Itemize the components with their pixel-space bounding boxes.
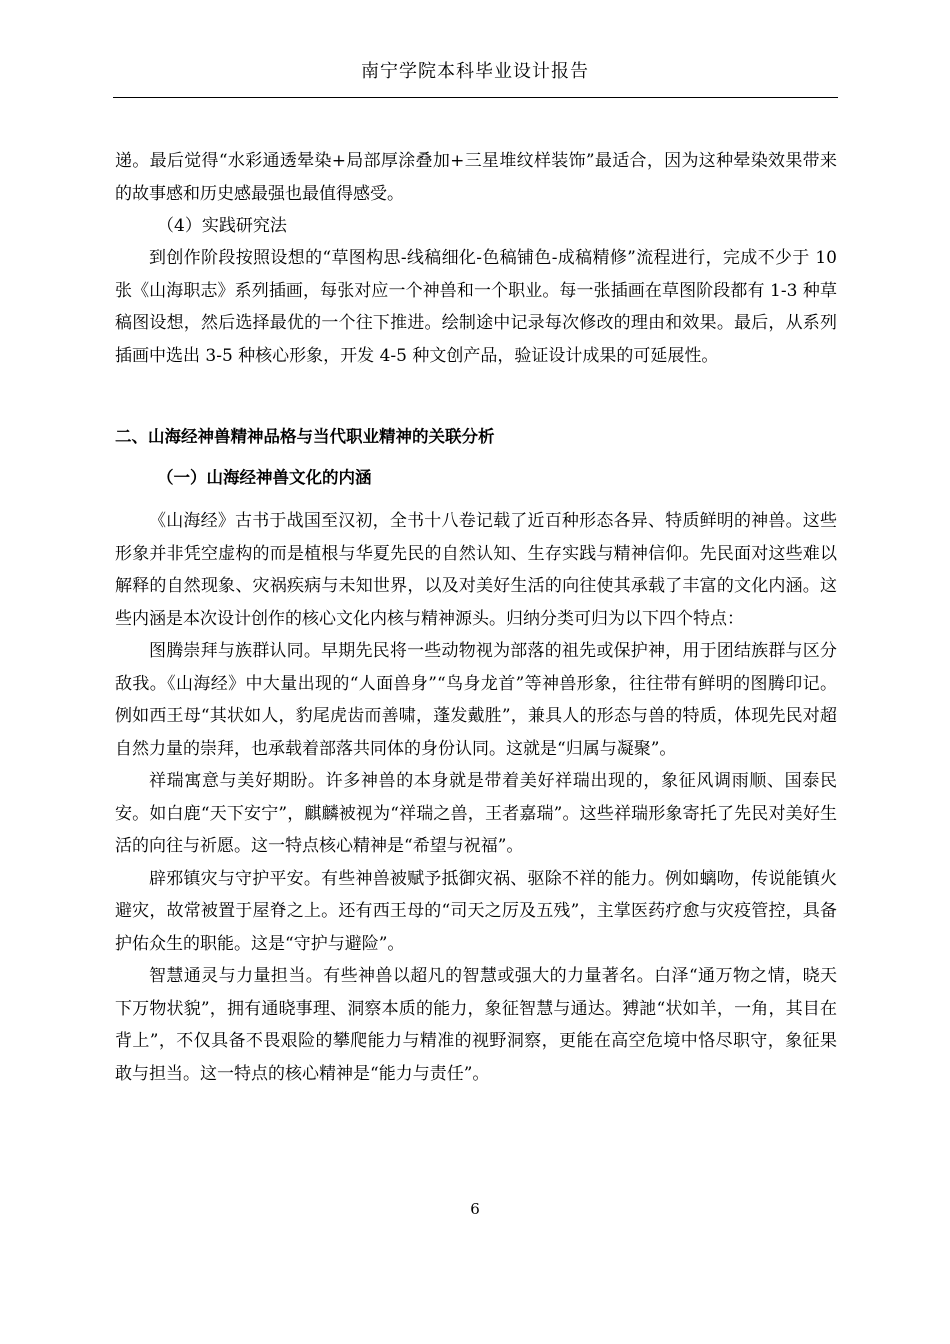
page-header-title: 南宁学院本科毕业设计报告 [361, 61, 589, 82]
section-spacer [115, 372, 837, 425]
page-number: 6 [470, 1200, 480, 1218]
paragraph-totem: 图腾崇拜与族群认同。早期先民将一些动物视为部落的祖先或保护神，用于团结族群与区分敌我。《山海经》中大量出现的“人面兽身”“鸟身龙首”等神兽形象，往往带有鲜明的图腾印记。例如西王母“其状如人，豹尾虎齿而善啸，蓬发戴胜”，兼具人的形态与兽的特质，体现先民对超自然力量的崇拜，也承载着部落共同体的身份认同。这就是“归属与凝聚”。 [115, 641, 837, 759]
paragraph-continuation: 递。最后觉得“水彩通透晕染+局部厚涂叠加+三星堆纹样装饰”最适合，因为这种晕染效果带来的故事感和历史感最强也最值得感受。 [115, 151, 837, 204]
header-divider [113, 97, 838, 98]
heading-spacer [115, 449, 837, 466]
paragraph-wisdom: 智慧通灵与力量担当。有些神兽以超凡的智慧或强大的力量著名。白泽“通万物之情，晓天下万物状貌”，拥有通晓事理、洞察本质的能力，象征智慧与通达。猼訑“状如羊，一角，其目在背上”，不仅具备不畏艰险的攀爬能力与精准的视野洞察，更能在高空危境中恪尽职守，象征果敢与担当。这一特点的核心精神是“能力与责任”。 [115, 966, 837, 1084]
paragraph-guardian: 辟邪镇灾与守护平安。有些神兽被赋予抵御灾祸、驱除不祥的能力。例如螭吻，传说能镇火避灾，故常被置于屋脊之上。还有西王母的“司天之厉及五残”，主掌医药疗愈与灾疫管控，具备护佑众生的职能。这是“守护与避险”。 [115, 868, 837, 954]
subheading-spacer [115, 490, 837, 505]
paragraph-intro: 《山海经》古书于战国至汉初，全书十八卷记载了近百种形态各异、特质鲜明的神兽。这些形象并非凭空虚构的而是植根与华夏先民的自然认知、生存实践与精神信仰。先民面对这些难以解释的自然现象、灾祸疾病与未知世界，以及对美好生活的向往使其承载了丰富的文化内涵。这些内涵是本次设计创作的核心文化内核与精神源头。归纳分类可归为以下四个特点： [115, 511, 837, 629]
page-body [115, 145, 837, 1090]
paragraph-auspicious: 祥瑞寓意与美好期盼。许多神兽的本身就是带着美好祥瑞出现的，象征风调雨顺、国泰民安。如白鹿“天下安宁”，麒麟被视为“祥瑞之兽，王者嘉瑞”。这些祥瑞形象寄托了先民对美好生活的向往与祈愿。这一特点核心精神是“希望与祝福”。 [115, 771, 837, 856]
method-item-label: （4）实践研究法 [157, 216, 287, 236]
paragraph-practice-method: 到创作阶段按照设想的“草图构思-线稿细化-色稿铺色-成稿精修”流程进行，完成不少于 10 张《山海职志》系列插画，每张对应一个神兽和一个职业。每一张插画在草图阶段都有 1-3 种草稿图设想，然后选择最优的一个往下推进。绘制途中记录每次修改的理由和效果。最后，从系列插画中选出 3-5 种核心形象，开发 4-5 种文创产品，验证设计成果的可延展性。 [115, 248, 837, 366]
subsection-heading: （一）山海经神兽文化的内涵 [157, 468, 372, 487]
section-heading: 二、山海经神兽精神品格与当代职业精神的关联分析 [115, 427, 495, 446]
